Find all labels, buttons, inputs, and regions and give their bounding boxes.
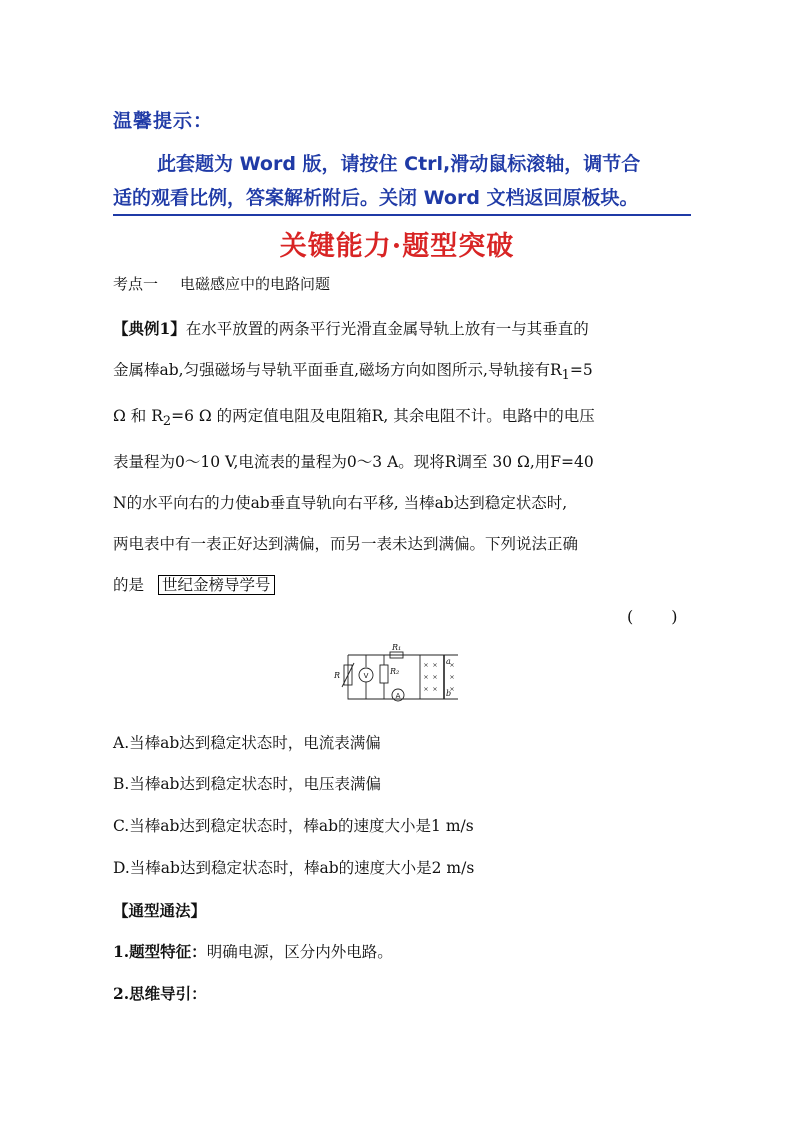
svg-text:×: × [449,661,455,669]
problem-text-2b: =5 [569,361,593,379]
problem-text-1: 在水平放置的两条平行光滑直金属导轨上放有一与其垂直的 [185,320,589,338]
svg-text:×: × [432,685,438,693]
point-1-lead: 1.题型特征： [113,942,207,961]
problem-line-4: 表量程为0～10 V,电流表的量程为0～3 A。现将R调至 30 Ω,用F=40 [113,453,594,472]
point-1-text: 明确电源，区分内外电路。 [206,943,393,961]
example-tag: 【典例1】 [113,319,186,338]
topic-heading [113,273,330,294]
tip-line-1: 此套题为 Word 版，请按住 Ctrl,滑动鼠标滚轴，调节合 [157,153,641,175]
point-2 [113,982,207,1004]
topic-name: 电磁感应中的电路问题 [180,275,331,293]
tip-body [113,146,693,216]
label-r2: R₂ [390,667,400,676]
method-title: 【通型通法】 [113,901,207,920]
problem-line-7 [113,565,685,606]
svg-text:×: × [423,661,429,669]
option-a: A.当棒ab达到稳定状态时，电流表满偏 [113,734,381,752]
tip-line-2: 适的观看比例，答案解析附后。关闭 Word 文档返回原板块。 [113,182,691,216]
problem-line-6: 两电表中有一表正好达到满偏，而另一表未达到满偏。下列说法正确 [113,535,579,554]
section-title: 关键能力·题型突破 [279,231,515,262]
option-b: B.当棒ab达到稳定状态时，电压表满偏 [113,775,381,793]
guide-tag-box: 世纪金榜导学号 [158,575,275,595]
point-2-lead: 2.思维导引： [113,984,207,1003]
svg-text:×: × [449,673,455,681]
problem-line-2 [113,350,685,396]
problem-line-3 [113,396,685,442]
svg-text:×: × [449,685,455,693]
label-r1: R₁ [392,643,402,652]
topic-label: 考点一 [113,275,159,293]
subscript-1: 1 [561,368,570,384]
problem-text-7: 的是 [113,576,145,595]
point-1 [113,940,393,962]
option-d: D.当棒ab达到稳定状态时，棒ab的速度大小是2 m/s [113,859,475,877]
problem-text-3b: =6 Ω 的两定值电阻及电阻箱R, 其余电阻不计。电路中的电压 [171,407,595,426]
answer-parentheses: ( ) [627,607,680,626]
label-a: a [446,657,451,666]
example-problem [113,308,685,606]
subscript-2: 2 [162,414,172,430]
problem-line-1 [113,308,685,350]
problem-text-3a: Ω 和 R [113,407,163,426]
svg-text:×: × [423,673,429,681]
label-b: b [446,689,452,698]
voltmeter-label: V [363,672,369,680]
svg-text:×: × [432,661,438,669]
tip-title: 温馨提示： [113,110,214,132]
option-c: C.当棒ab达到稳定状态时，棒ab的速度大小是1 m/s [113,817,474,835]
svg-text:×: × [423,685,429,693]
resistor-box-r2 [380,665,388,683]
svg-text:×: × [432,673,438,681]
label-r: R [334,671,341,680]
circuit-figure [334,641,464,705]
ammeter-label: A [395,692,401,700]
problem-line-5: N的水平向右的力使ab垂直导轨向右平移, 当棒ab达到稳定状态时, [113,494,568,513]
problem-text-2a: 金属棒ab,匀强磁场与导轨平面垂直,磁场方向如图所示,导轨接有R [113,361,562,379]
